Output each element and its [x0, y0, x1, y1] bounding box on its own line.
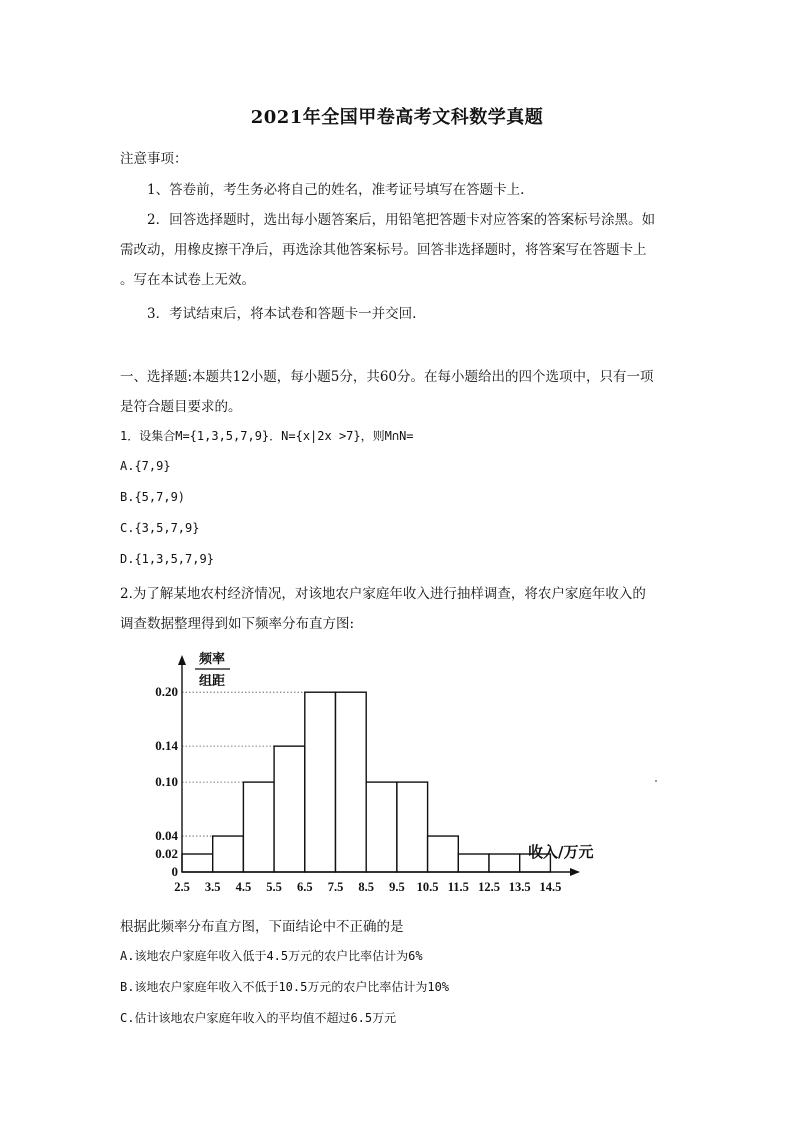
x-tick-label: 11.5 — [447, 880, 469, 894]
histogram-bar — [336, 692, 367, 872]
q1-option-c: C.{3,5,7,9} — [120, 521, 200, 535]
histogram-bar — [458, 854, 489, 872]
q1-option-d: D.{1,3,5,7,9} — [120, 552, 214, 566]
q2-option-b: B.该地农户家庭年收入不低于10.5万元的农户比率估计为10% — [120, 980, 450, 994]
x-tick-label: 7.5 — [327, 880, 344, 894]
q2-stem-line-1: 2.为了解某地农村经济情况，对该地农户家庭年收入进行抽样调查，将农户家庭年收入的 — [120, 586, 646, 602]
x-axis-label: 收入/万元 — [528, 843, 594, 861]
x-tick-label: 13.5 — [508, 880, 531, 894]
notice-item-2-line-3: 。写在本试卷上无效。 — [120, 272, 255, 288]
y-label-denominator: 组距 — [198, 674, 226, 689]
x-tick-label: 3.5 — [204, 880, 221, 894]
x-tick-label: 5.5 — [266, 880, 282, 894]
x-tick-label: 2.5 — [174, 880, 190, 894]
section-intro-line-2: 是符合题目要求的。 — [120, 399, 242, 415]
histogram-bar — [182, 854, 213, 872]
x-tick-label: 12.5 — [478, 880, 500, 894]
histogram-bar — [305, 692, 336, 872]
x-tick-label: 14.5 — [539, 880, 562, 894]
y-tick-label: 0.14 — [155, 738, 178, 754]
y-tick-label: 0.20 — [155, 684, 178, 700]
y-tick-label: 0.10 — [155, 774, 178, 790]
notice-item-3: 3．考试结束后，将本试卷和答题卡一并交回. — [147, 306, 417, 322]
q2-option-a: A.该地农户家庭年收入低于4.5万元的农户比率估计为6% — [120, 949, 423, 963]
notice-heading: 注意事项： — [120, 151, 188, 167]
y-tick-label: 0 — [171, 864, 178, 879]
q1-option-b: B.{5,7,9) — [120, 490, 186, 504]
histogram-bar — [243, 782, 274, 872]
x-tick-label: 4.5 — [235, 880, 252, 894]
y-tick-label: 0.04 — [155, 828, 178, 844]
histogram-bar — [213, 836, 244, 872]
notice-item-2-line-2: 需改动，用橡皮擦干净后，再选涂其他答案标号。回答非选择题时，将答案写在答题卡上 — [120, 242, 647, 258]
q2-option-c: C.估计该地农户家庭年收入的平均值不超过6.5万元 — [120, 1011, 397, 1025]
histogram-chart — [140, 645, 620, 895]
y-tick-label: 0.02 — [155, 846, 178, 862]
x-tick-label: 8.5 — [358, 880, 375, 894]
q1-option-a: A.{7,9} — [120, 459, 171, 473]
q2-after-chart: 根据此频率分布直方图，下面结论中不正确的是 — [120, 919, 404, 935]
histogram-bar — [397, 782, 428, 872]
x-tick-label: 10.5 — [416, 880, 439, 894]
x-tick-label: 9.5 — [389, 880, 405, 894]
y-label-numerator: 频率 — [198, 652, 226, 667]
notice-item-2-line-1: 2．回答选择题时，选出每小题答案后，用铅笔把答题卡对应答案的答案标号涂黑。如 — [147, 212, 656, 228]
q2-stem-line-2: 调查数据整理得到如下频率分布直方图: — [120, 616, 355, 632]
x-axis-arrow — [570, 868, 580, 876]
stray-mark — [655, 780, 657, 782]
x-tick-label: 6.5 — [296, 880, 313, 894]
histogram-bar — [489, 854, 520, 872]
histogram-bar — [274, 746, 305, 872]
y-axis-arrow — [178, 655, 186, 665]
q1-stem: 1．设集合M={1,3,5,7,9}．N={x|2x >7}，则M∩N= — [120, 429, 414, 443]
section-intro-line-1: 一、选择题:本题共12小题，每小题5分，共60分。在每小题给出的四个选项中，只有一项 — [120, 369, 654, 385]
histogram-bar — [366, 782, 397, 872]
page-title: 2021年全国甲卷高考文科数学真题 — [250, 107, 544, 128]
histogram-bar — [428, 836, 459, 872]
notice-item-1: 1、答卷前，考生务必将自己的姓名，准考证号填写在答题卡上. — [147, 182, 525, 198]
